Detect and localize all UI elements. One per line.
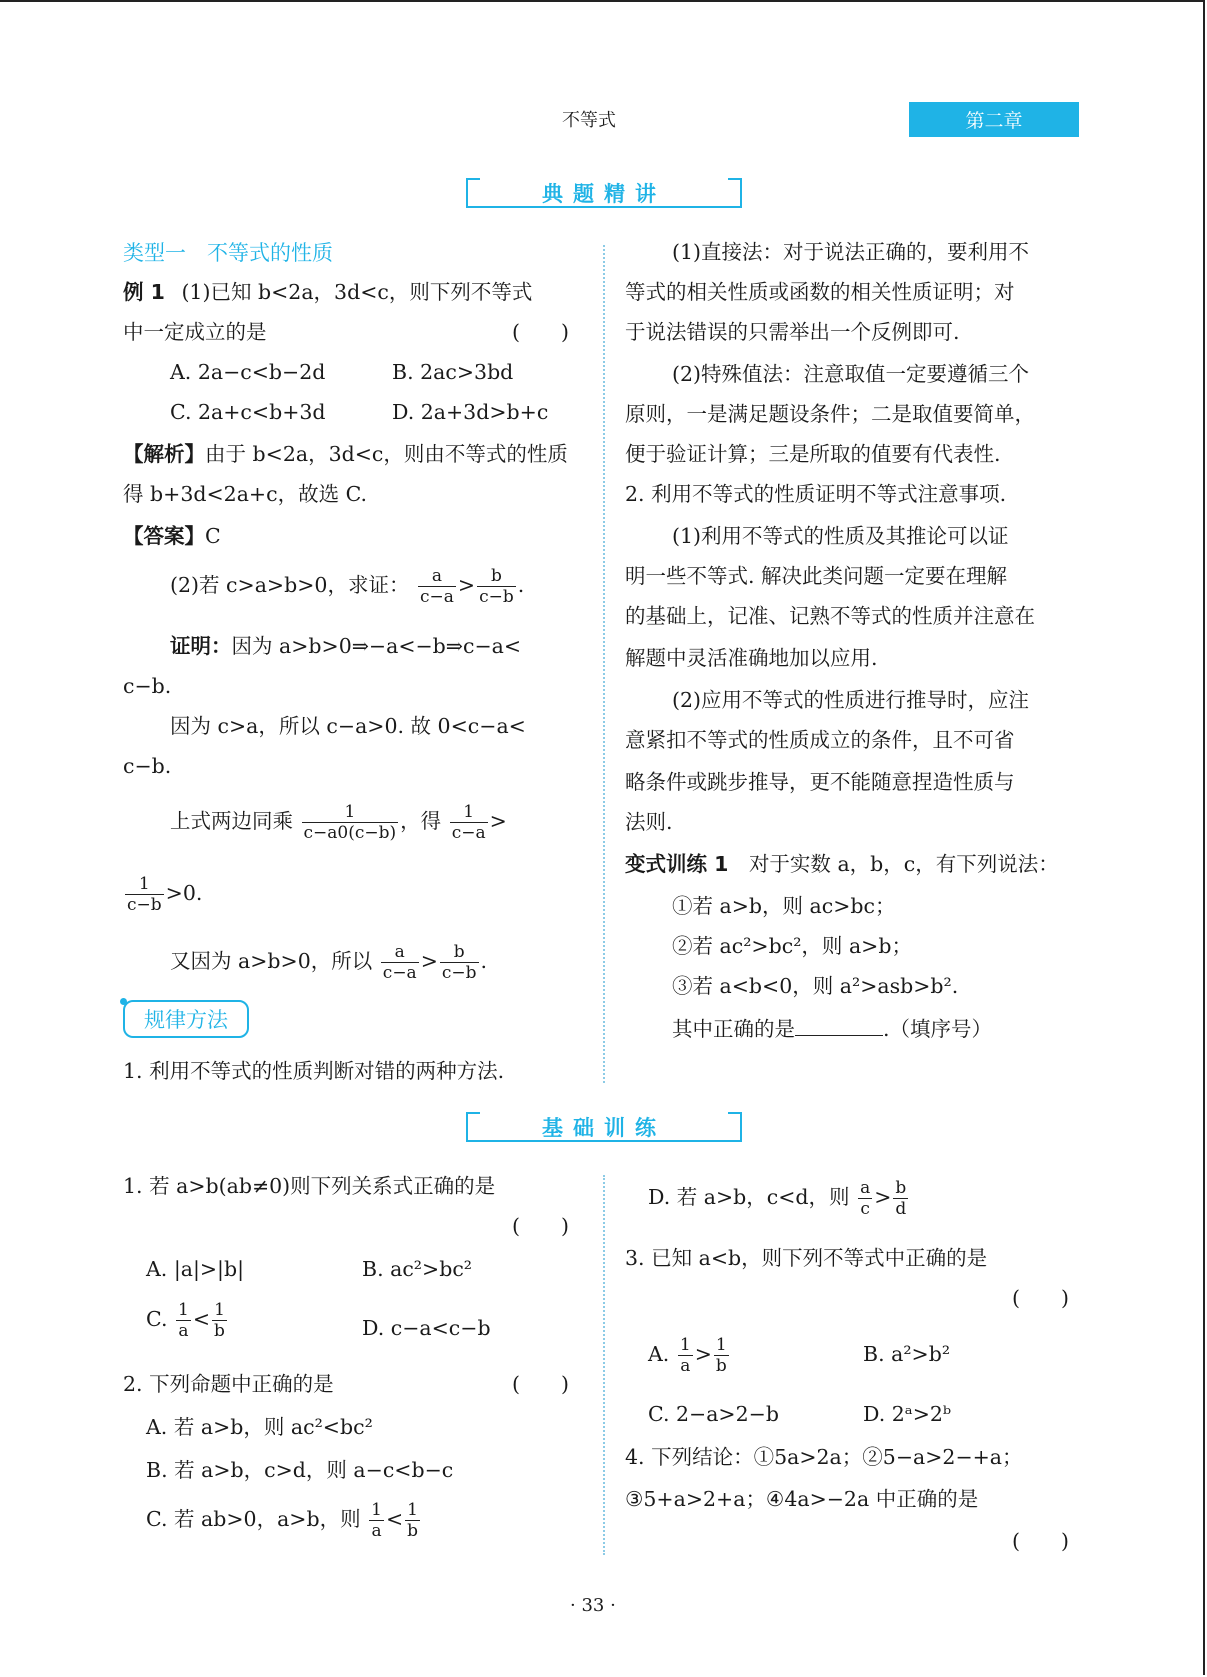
q1-option-c: C. $\frac{1}{a}$ < $\frac{1}{b}$ bbox=[146, 1300, 225, 1341]
proof-line-6: $\frac{1}{c-b}$ >0. bbox=[127, 874, 203, 915]
proof-line-5: 上式两边同乘 $\frac{1}{c-a0(c-b)}$ ，得 $\frac{1}{c-a}$ > bbox=[170, 802, 507, 843]
fraction: $\frac{1}{c-a0(c-b)}$ bbox=[303, 802, 397, 843]
fraction: $\frac{1}{a}$ bbox=[371, 1500, 382, 1541]
proof-line-3: 因为 c>a，所以 c−a>0. 故 0<c−a< bbox=[170, 714, 526, 738]
section-banner-basic bbox=[466, 1112, 742, 1142]
right-line-5: 原则，一是满足题设条件；二是取值要简单， bbox=[625, 402, 1035, 426]
q2-paren: ( ) bbox=[512, 1372, 569, 1396]
fraction: $\frac{1}{c-a}$ bbox=[451, 802, 486, 843]
fraction: $\frac{1}{c-b}$ bbox=[127, 874, 162, 915]
section-title-basic: 基础训练 bbox=[542, 1116, 666, 1140]
proof-line-2: c−b. bbox=[123, 674, 172, 698]
q3-option-a: A. $\frac{1}{a}$ > $\frac{1}{b}$ bbox=[648, 1335, 727, 1376]
example-label: 例 1 bbox=[123, 280, 165, 304]
q2-option-d: D. 若 a>b，c<d，则 $\frac{a}{c}$ > $\frac{b}{d}$ bbox=[648, 1178, 907, 1219]
q1-stem: 1. 若 a>b(ab≠0)则下列关系式正确的是 bbox=[123, 1174, 496, 1198]
fraction: $\frac{b}{c-b}$ bbox=[441, 942, 477, 983]
q4-line-2: ③5+a>2+a；④4a>−2a 中正确的是 bbox=[625, 1487, 979, 1511]
option-b: B. 2ac>3bd bbox=[392, 360, 514, 384]
running-header-title: 不等式 bbox=[562, 110, 616, 131]
right-line-6: 便于验证计算；三是所取的值要有代表性. bbox=[625, 442, 1001, 466]
proof-line-7: 又因为 a>b>0，所以 $\frac{a}{c-a}$ > $\frac{b}{c-b}$ . bbox=[170, 942, 488, 983]
chapter-label: 第二章 bbox=[909, 102, 1079, 137]
fraction: $\frac{b}{c-b}$ bbox=[479, 566, 514, 607]
part-2-statement: (2)若 c>a>b>0，求证： $\frac{a}{c-a}$ > $\frac{b}{c-b}$ . bbox=[170, 566, 525, 607]
section-title-typical: 典题精讲 bbox=[542, 182, 666, 206]
q2-option-c: C. 若 ab>0，a>b，则 $\frac{1}{a}$ < $\frac{1}{b}$ bbox=[146, 1500, 419, 1541]
q3-option-d: D. 2ᵃ>2ᵇ bbox=[863, 1402, 952, 1426]
answer-label: 【答案】 bbox=[123, 524, 205, 548]
right-line-12: (2)应用不等式的性质进行推导时，应注 bbox=[672, 688, 1030, 712]
right-line-9: 明一些不等式. 解决此类问题一定要在理解 bbox=[625, 564, 1008, 588]
right-line-15: 法则. bbox=[625, 810, 673, 834]
q1-option-d: D. c−a<c−b bbox=[362, 1316, 491, 1340]
fraction: $\frac{1}{b}$ bbox=[407, 1500, 419, 1541]
q3-option-c: C. 2−a>2−b bbox=[648, 1402, 779, 1426]
option-c: C. 2a+c<b+3d bbox=[170, 400, 326, 424]
right-line-10: 的基础上，记准、记熟不等式的性质并注意在 bbox=[625, 604, 1035, 628]
proof-line-4: c−b. bbox=[123, 754, 172, 778]
fraction: $\frac{a}{c-a}$ bbox=[420, 566, 454, 607]
right-line-8: (1)利用不等式的性质及其推论可以证 bbox=[672, 524, 1009, 548]
right-line-1: (1)直接法：对于说法正确的，要利用不 bbox=[672, 240, 1030, 264]
column-divider-bottom bbox=[603, 1175, 605, 1555]
variant-heading: 变式训练 1 对于实数 a，b，c，有下列说法： bbox=[625, 852, 1059, 876]
fraction: $\frac{1}{b}$ bbox=[715, 1335, 727, 1376]
right-line-14: 略条件或跳步推导，更不能随意捏造性质与 bbox=[625, 770, 1015, 794]
method-line-1: 1. 利用不等式的性质判断对错的两种方法. bbox=[123, 1059, 505, 1083]
fraction: $\frac{1}{a}$ bbox=[679, 1335, 691, 1376]
right-line-7: 2. 利用不等式的性质证明不等式注意事项. bbox=[625, 482, 1007, 506]
answer-paren: ( ) bbox=[512, 320, 569, 344]
variant-question: 其中正确的是 .（填序号） bbox=[672, 1017, 993, 1041]
q1-option-b: B. ac²>bc² bbox=[362, 1257, 473, 1281]
proof-line-1: 证明：因为 a>b>0⇒−a<−b⇒c−a< bbox=[170, 634, 522, 658]
analysis-line-1 bbox=[123, 440, 568, 468]
variant-item-3: ③若 a<b<0，则 a²>asb>b². bbox=[672, 974, 959, 998]
answer-line bbox=[123, 522, 221, 550]
analysis-line-2: 得 b+3d<2a+c，故选 C. bbox=[123, 482, 368, 506]
q1-paren: ( ) bbox=[512, 1214, 569, 1238]
fraction: $\frac{a}{c}$ bbox=[860, 1178, 871, 1219]
fill-blank[interactable] bbox=[795, 1015, 883, 1036]
fraction: $\frac{1}{b}$ bbox=[214, 1300, 225, 1341]
q2-option-a: A. 若 a>b，则 ac²<bc² bbox=[146, 1415, 373, 1439]
right-line-2: 等式的相关性质或函数的相关性质证明；对 bbox=[625, 280, 1015, 304]
variant-item-1: ①若 a>b，则 ac>bc； bbox=[672, 894, 896, 918]
q4-paren: ( ) bbox=[1012, 1529, 1069, 1553]
q4-line-1: 4. 下列结论：①5a>2a；②5−a>2−+a； bbox=[625, 1445, 1023, 1469]
right-line-4: (2)特殊值法：注意取值一定要遵循三个 bbox=[672, 362, 1030, 386]
right-line-3: 于说法错误的只需举出一个反例即可. bbox=[625, 320, 960, 344]
proof-label: 证明： bbox=[170, 634, 232, 658]
q2-option-b: B. 若 a>b，c>d，则 a−c<b−c bbox=[146, 1458, 454, 1482]
option-d: D. 2a+3d>b+c bbox=[392, 400, 549, 424]
analysis-text: 由于 b<2a，3d<c，则由不等式的性质 bbox=[205, 442, 568, 466]
option-a: A. 2a−c<b−2d bbox=[170, 360, 326, 384]
example-1-line-1 bbox=[123, 278, 532, 306]
right-line-11: 解题中灵活准确地加以应用. bbox=[625, 646, 878, 670]
right-line-13: 意紧扣不等式的性质成立的条件，且不可省 bbox=[625, 728, 1015, 752]
fraction: $\frac{1}{a}$ bbox=[178, 1300, 189, 1341]
fraction: $\frac{b}{d}$ bbox=[895, 1178, 907, 1219]
answer-value: C bbox=[205, 524, 221, 548]
section-banner-typical bbox=[466, 178, 742, 208]
q1-option-a: A. |a|>|b| bbox=[146, 1257, 244, 1281]
q2-stem: 2. 下列命题中正确的是 bbox=[123, 1372, 334, 1396]
column-divider-top bbox=[603, 245, 605, 1083]
q3-paren: ( ) bbox=[1012, 1286, 1069, 1310]
fraction: $\frac{a}{c-a}$ bbox=[382, 942, 417, 983]
variant-label: 变式训练 1 bbox=[625, 852, 729, 876]
analysis-label: 【解析】 bbox=[123, 442, 205, 466]
part-2-text: (2)若 c>a>b>0，求证： bbox=[170, 573, 410, 597]
page-number: · 33 · bbox=[570, 1595, 616, 1616]
type-heading: 类型一 不等式的性质 bbox=[123, 241, 333, 265]
q3-stem: 3. 已知 a<b，则下列不等式中正确的是 bbox=[625, 1246, 988, 1270]
example-1-text: (1)已知 b<2a，3d<c，则下列不等式 bbox=[181, 280, 533, 304]
variant-item-2: ②若 ac²>bc²，则 a>b； bbox=[672, 934, 912, 958]
q3-option-b: B. a²>b² bbox=[863, 1342, 951, 1366]
method-tag: 规律方法 bbox=[123, 1000, 249, 1038]
example-1-line-2: 中一定成立的是 bbox=[123, 320, 267, 344]
